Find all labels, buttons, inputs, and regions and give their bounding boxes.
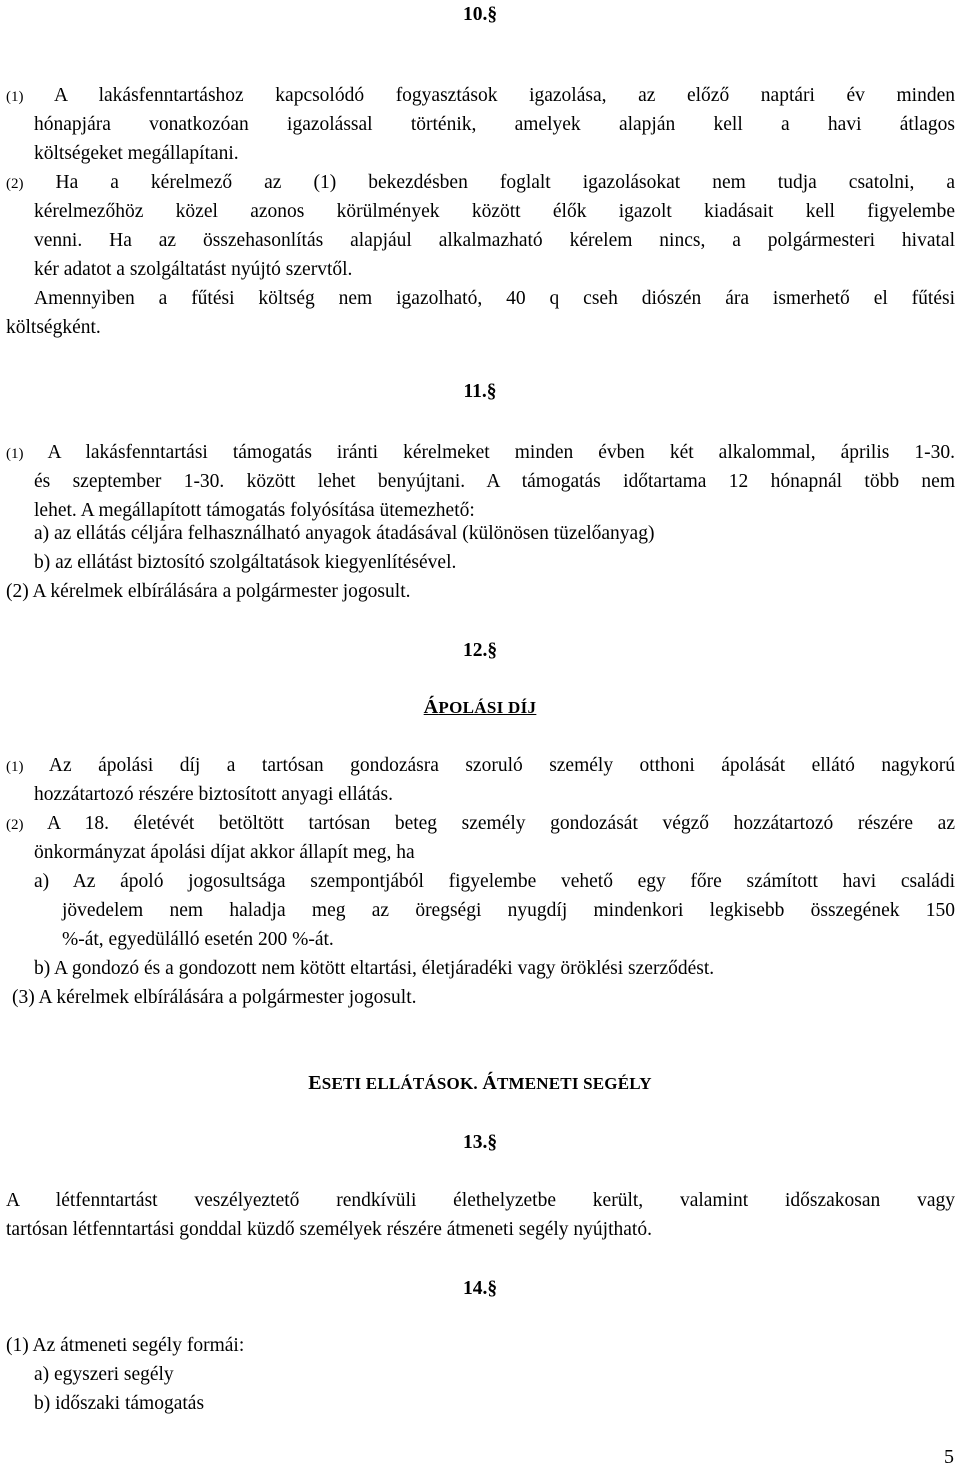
chapter-title-eseti-ellatasok: ESETI ELLÁTÁSOK. ÁTMENETI SEGÉLY (308, 1072, 652, 1094)
paragraph-line: (3) A kérelmek elbírálására a polgármester jogosult. (12, 987, 417, 1008)
section-title-apolasi-dij: ÁPOLÁSI DÍJ (423, 696, 537, 718)
paragraph-line: költségként. (6, 317, 101, 338)
section-heading-12: 12.§ (462, 640, 498, 661)
paragraph-line: b) időszaki támogatás (34, 1393, 205, 1414)
paragraph-line: A létfenntartást veszélyeztető rendkívüli élethelyzetbe került, valamint időszakosan vagy (6, 1190, 955, 1211)
paragraph-line: (2) A kérelmek elbírálására a polgármester jogosult. (6, 581, 411, 602)
section-heading-10: 10.§ (462, 4, 498, 25)
paragraph-line: a) Az ápoló jogosultsága szempontjából figyelembe vehető egy főre számított havi családi (34, 871, 955, 892)
paragraph-line: Amennyiben a fűtési költség nem igazolható, 40 q cseh diószén ára ismerhető el fűtési (34, 288, 955, 309)
paragraph-line: (1) Az ápolási díj a tartósan gondozásra szoruló személy otthoni ápolását ellátó nagykorú (6, 755, 955, 776)
paragraph-line: hónapjára vonatkozóan igazolással történik, amelyek alapján kell a havi átlagos (34, 114, 955, 135)
paragraph-line: költségeket megállapítani. (34, 143, 239, 164)
paragraph-line: kér adatot a szolgáltatást nyújtó szervtől. (34, 259, 353, 280)
paragraph-line: (1) Az átmeneti segély formái: (6, 1335, 245, 1356)
paragraph-line: (2) A 18. életévét betöltött tartósan beteg személy gondozását végző hozzátartozó részére az (6, 813, 955, 834)
paragraph-line: (1) A lakásfenntartáshoz kapcsolódó fogyasztások igazolása, az előző naptári év minden (6, 85, 955, 106)
paragraph-line: a) az ellátás céljára felhasználható anyagok átadásával (különösen tüzelőanyag) (34, 523, 655, 544)
section-heading-11: 11.§ (463, 381, 497, 402)
paragraph-line: b) A gondozó és a gondozott nem kötött eltartási, életjáradéki vagy öröklési szerződést. (34, 958, 715, 979)
paragraph-line: %-át, egyedülálló esetén 200 %-át. (62, 929, 334, 950)
paragraph-line: hozzátartozó részére biztosított anyagi ellátás. (34, 784, 393, 805)
paragraph-line: lehet. A megállapított támogatás folyósítása ütemezhető: (34, 500, 475, 521)
paragraph-line: és szeptember 1-30. között lehet benyújtani. A támogatás időtartama 12 hónapnál több nem (34, 471, 955, 492)
paragraph-line: a) egyszeri segély (34, 1364, 174, 1385)
paragraph-line: tartósan létfenntartási gonddal küzdő személyek részére átmeneti segély nyújtható. (6, 1219, 652, 1240)
paragraph-line: (2) Ha a kérelmező az (1) bekezdésben foglalt igazolásokat nem tudja csatolni, a (6, 172, 955, 193)
paragraph-line: kérelmezőhöz közel azonos körülmények között élők igazolt kiadásait kell figyelembe (34, 201, 955, 222)
section-heading-14: 14.§ (462, 1278, 498, 1299)
page-number: 5 (944, 1446, 954, 1468)
paragraph-line: venni. Ha az összehasonlítás alapjául alkalmazható kérelem nincs, a polgármesteri hivatal (34, 230, 955, 251)
paragraph-line: b) az ellátást biztosító szolgáltatások kiegyenlítésével. (34, 552, 457, 573)
paragraph-line: önkormányzat ápolási díjat akkor állapít meg, ha (34, 842, 415, 863)
paragraph-line: jövedelem nem haladja meg az öregségi nyugdíj mindenkori legkisebb összegének 150 (62, 900, 955, 921)
paragraph-line: (1) A lakásfenntartási támogatás iránti kérelmeket minden évben két alkalommal, április 1-30. (6, 442, 955, 463)
section-heading-13: 13.§ (462, 1132, 498, 1153)
